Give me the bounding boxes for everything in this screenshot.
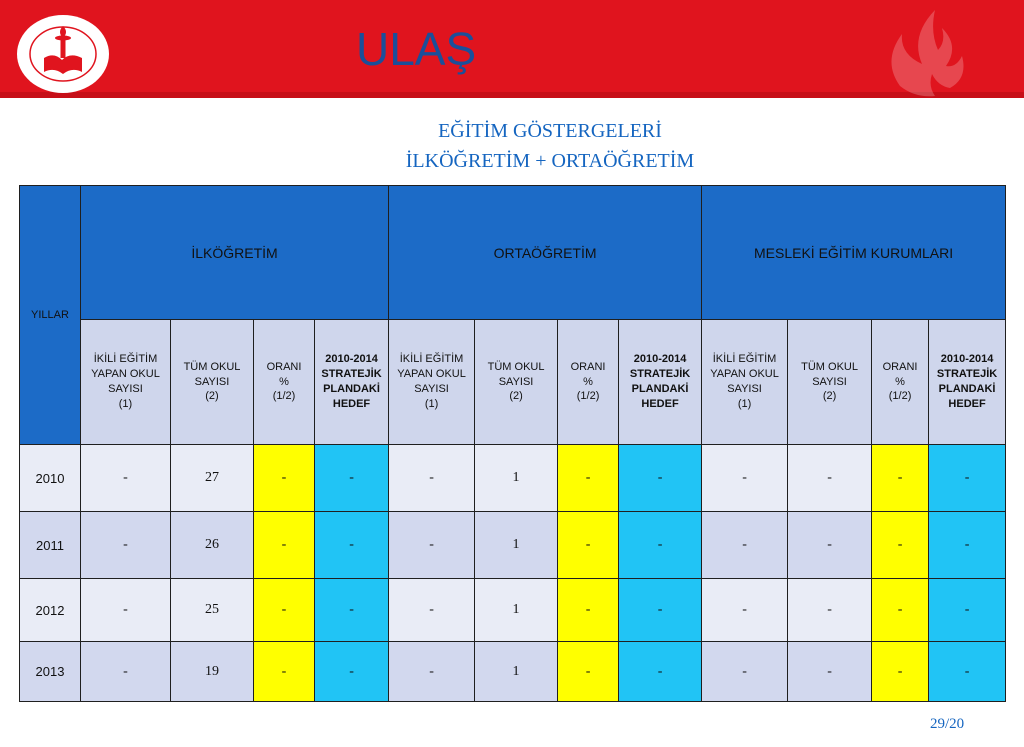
subtitle-levels: İLKÖĞRETİM + ORTAÖĞRETİM (405, 150, 695, 172)
table-body (20, 445, 1006, 702)
school-count-cell: 1 (475, 445, 558, 512)
ratio-cell: - (254, 512, 315, 579)
subheader-double-shift-schools: İKİLİ EĞİTİM YAPAN OKUL SAYISI (1) (389, 320, 475, 445)
school-count-cell: - (788, 512, 872, 579)
subheader-strategic-target: 2010-2014 STRATEJİK PLANDAKİ HEDEF (929, 320, 1006, 445)
group-header-vocational: MESLEKİ EĞİTİM KURUMLARI (702, 186, 1006, 320)
ratio-cell: - (254, 445, 315, 512)
table-row (20, 642, 1006, 702)
school-count-cell: 26 (171, 512, 254, 579)
subheader-all-schools: TÜM OKUL SAYISI (2) (475, 320, 558, 445)
school-count-cell: 1 (475, 512, 558, 579)
target-cell: - (619, 579, 702, 642)
school-count-cell: 25 (171, 579, 254, 642)
subheader-all-schools: TÜM OKUL SAYISI (2) (788, 320, 872, 445)
header-banner (0, 0, 1024, 98)
school-count-cell: 27 (171, 445, 254, 512)
years-header: YILLAR (20, 186, 81, 445)
school-count-cell: - (788, 642, 872, 702)
target-cell: - (929, 579, 1006, 642)
double-shift-cell: - (81, 579, 171, 642)
flame-icon (880, 6, 975, 98)
double-shift-cell: - (81, 642, 171, 702)
ministry-logo-icon (14, 14, 112, 94)
double-shift-cell: - (702, 512, 788, 579)
school-count-cell: 1 (475, 642, 558, 702)
year-cell: 2012 (20, 579, 81, 642)
double-shift-cell: - (702, 579, 788, 642)
table-row (20, 445, 1006, 512)
year-cell: 2010 (20, 445, 81, 512)
ratio-cell: - (254, 642, 315, 702)
double-shift-cell: - (389, 579, 475, 642)
page-number: 29/20 (930, 716, 965, 732)
double-shift-cell: - (389, 512, 475, 579)
subheader-strategic-target: 2010-2014 STRATEJİK PLANDAKİ HEDEF (619, 320, 702, 445)
table-row (20, 512, 1006, 579)
ratio-cell: - (254, 579, 315, 642)
group-header-secondary: ORTAÖĞRETİM (389, 186, 702, 320)
subheader-double-shift-schools: İKİLİ EĞİTİM YAPAN OKUL SAYISI (1) (702, 320, 788, 445)
target-cell: - (929, 512, 1006, 579)
ratio-cell: - (558, 445, 619, 512)
ratio-cell: - (558, 512, 619, 579)
double-shift-cell: - (702, 445, 788, 512)
group-header-primary: İLKÖĞRETİM (81, 186, 389, 320)
double-shift-cell: - (389, 642, 475, 702)
target-cell: - (929, 642, 1006, 702)
school-count-cell: 19 (171, 642, 254, 702)
subheader-ratio: ORANI % (1/2) (254, 320, 315, 445)
subheader-double-shift-schools: İKİLİ EĞİTİM YAPAN OKUL SAYISI (1) (81, 320, 171, 445)
double-shift-cell: - (81, 445, 171, 512)
school-count-cell: 1 (475, 579, 558, 642)
year-cell: 2013 (20, 642, 81, 702)
subheader-strategic-target: 2010-2014 STRATEJİK PLANDAKİ HEDEF (315, 320, 389, 445)
target-cell: - (315, 512, 389, 579)
target-cell: - (315, 445, 389, 512)
target-cell: - (619, 642, 702, 702)
target-cell: - (929, 445, 1006, 512)
ratio-cell: - (872, 579, 929, 642)
school-count-cell: - (788, 445, 872, 512)
year-cell: 2011 (20, 512, 81, 579)
subtitle-indicators: EĞİTİM GÖSTERGELERİ (438, 120, 662, 142)
ratio-cell: - (872, 445, 929, 512)
ratio-cell: - (872, 512, 929, 579)
double-shift-cell: - (702, 642, 788, 702)
subheader-row (20, 320, 1006, 445)
indicators-table (19, 185, 1006, 702)
ratio-cell: - (872, 642, 929, 702)
target-cell: - (619, 512, 702, 579)
target-cell: - (315, 642, 389, 702)
subheader-ratio: ORANI % (1/2) (872, 320, 929, 445)
target-cell: - (619, 445, 702, 512)
banner-stripe (0, 92, 1024, 98)
double-shift-cell: - (81, 512, 171, 579)
double-shift-cell: - (389, 445, 475, 512)
target-cell: - (315, 579, 389, 642)
subheader-ratio: ORANI % (1/2) (558, 320, 619, 445)
ratio-cell: - (558, 642, 619, 702)
page-title: ULAŞ (356, 23, 477, 75)
school-count-cell: - (788, 579, 872, 642)
subheader-all-schools: TÜM OKUL SAYISI (2) (171, 320, 254, 445)
ratio-cell: - (558, 579, 619, 642)
table-row (20, 579, 1006, 642)
